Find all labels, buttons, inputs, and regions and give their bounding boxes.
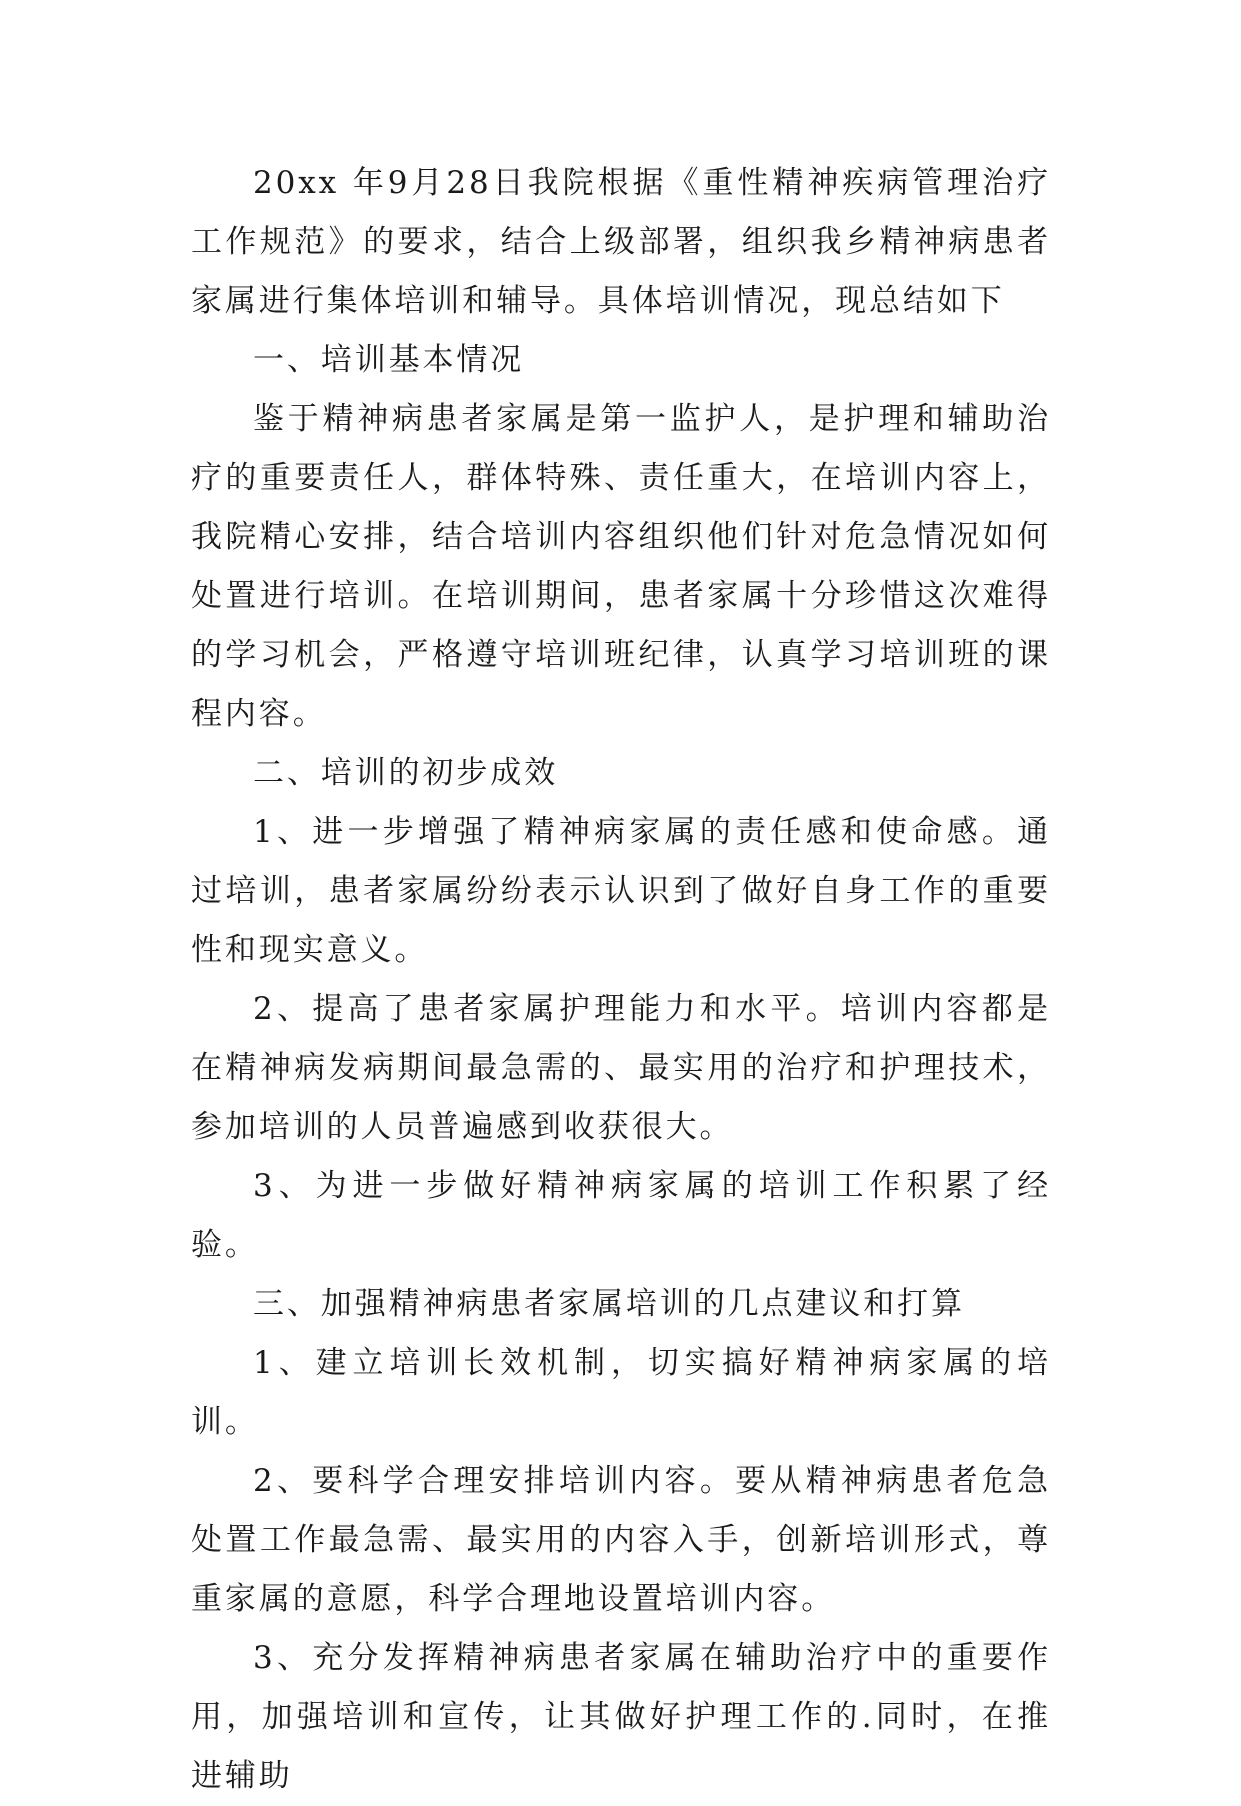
result-item-1: 1、进一步增强了精神病家属的责任感和使命感。通过培训，患者家属纷纷表示认识到了做好自身工作的重要性和现实意义。 (191, 814, 1051, 968)
section-heading-suggestions: 三、加强精神病患者家属培训的几点建议和打算 (253, 1286, 965, 1322)
result-item-2: 2、提高了患者家属护理能力和水平。培训内容都是在精神病发病期间最急需的、最实用的治疗和护理技术，参加培训的人员普遍感到收获很大。 (191, 991, 1051, 1145)
suggestion-item-2: 2、要科学合理安排培训内容。要从精神病患者危急处置工作最急需、最实用的内容入手，创新培训形式，尊重家属的意愿，科学合理地设置培训内容。 (191, 1463, 1051, 1617)
section-heading-initial-results: 二、培训的初步成效 (253, 755, 559, 791)
basic-situation-paragraph: 鉴于精神病患者家属是第一监护人，是护理和辅助治疗的重要责任人，群体特殊、责任重大，在培训内容上，我院精心安排，结合培训内容组织他们针对危急情况如何处置进行培训。在培训期间，患者家属十分珍惜这次难得的学习机会，严格遵守培训班纪律，认真学习培训班的课程内容。 (191, 401, 1051, 732)
result-item-3: 3、为进一步做好精神病家属的培训工作积累了经验。 (191, 1168, 1051, 1263)
intro-paragraph: 20xx 年9月28日我院根据《重性精神疾病管理治疗工作规范》的要求，结合上级部署，组织我乡精神病患者家属进行集体培训和辅导。具体培训情况，现总结如下 (191, 165, 1051, 319)
suggestion-item-1: 1、建立培训长效机制，切实搞好精神病家属的培训。 (191, 1345, 1051, 1440)
section-heading-basic-situation: 一、培训基本情况 (253, 342, 525, 378)
document-body (191, 154, 1051, 1806)
suggestion-item-3: 3、充分发挥精神病患者家属在辅助治疗中的重要作用，加强培训和宣传，让其做好护理工作的.同时，在推进辅助 (191, 1640, 1051, 1794)
